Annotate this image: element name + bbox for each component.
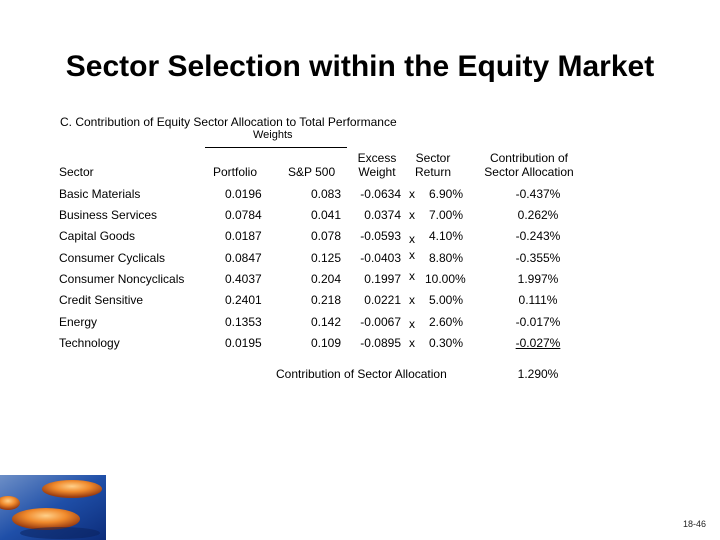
cell-contribution: -0.355% [515,251,561,265]
cell-portfolio: 0.0196 [225,187,262,201]
cell-excess: -0.0403 [360,251,401,265]
cell-times: x [409,248,415,262]
cell-return: 4.10% [428,229,463,243]
cell-contribution: -0.017% [515,315,561,329]
cell-portfolio: 0.2401 [225,293,262,307]
cell-sp500: 0.109 [311,336,342,350]
header-return-line1: Sector [415,151,451,165]
table-row [0,269,720,290]
cell-return: 0.30% [428,336,463,350]
table-row [0,315,720,333]
cell-excess: 0.1997 [364,272,401,286]
cell-excess: -0.0593 [360,229,401,243]
weights-divider [205,147,347,148]
weights-group-label: Weights [253,129,293,141]
cell-portfolio: 0.4037 [225,272,262,286]
cell-times: x [409,269,415,283]
pebble-shape [12,508,80,530]
page-title: Sector Selection within the Equity Market [65,50,655,83]
cell-sector: Business Services [59,208,158,222]
cell-sector: Energy [59,315,98,329]
table-row [0,187,720,205]
table-row [0,248,720,269]
cell-portfolio: 0.0195 [225,336,262,350]
cell-return: 10.00% [425,272,466,286]
table-row [0,293,720,311]
table-subtitle: C. Contribution of Equity Sector Allocation to Total Performance [60,115,397,129]
cell-excess: -0.0895 [360,336,401,350]
cell-sp500: 0.125 [311,251,342,265]
header-excess-line1: Excess [357,151,397,165]
cell-times: x [409,232,415,246]
total-value: 1.290% [517,367,559,381]
cell-contribution: -0.027% [515,336,561,350]
header-excess-line2: Weight [358,165,396,179]
cell-sector: Technology [59,336,120,350]
total-label: Contribution of Sector Allocation [276,367,447,381]
cell-contribution: 0.262% [517,208,559,222]
header-sector-return [411,151,455,179]
header-excess-weight [354,151,400,179]
cell-sp500: 0.078 [311,229,342,243]
table-row [0,229,720,247]
header-sector: Sector [59,165,94,179]
cell-times: x [409,293,415,307]
header-return-line2: Return [414,165,452,179]
header-sp500: S&P 500 [288,165,336,179]
cell-portfolio: 0.0847 [225,251,262,265]
cell-sector: Basic Materials [59,187,141,201]
header-contrib-line2: Sector Allocation [484,165,574,179]
cell-excess: -0.0067 [360,315,401,329]
cell-sp500: 0.142 [311,315,342,329]
decorative-pebbles-image [0,475,106,540]
cell-times: x [409,336,415,350]
cell-excess: 0.0221 [364,293,401,307]
cell-portfolio: 0.1353 [225,315,262,329]
cell-portfolio: 0.0784 [225,208,262,222]
pebble-shape [42,480,102,498]
cell-return: 7.00% [428,208,463,222]
cell-contribution: 1.997% [517,272,559,286]
header-contribution [473,151,585,179]
cell-return: 8.80% [428,251,463,265]
table-row [0,336,720,354]
cell-excess: -0.0634 [360,187,401,201]
cell-sector: Capital Goods [59,229,136,243]
header-contrib-line1: Contribution of [489,151,569,165]
cell-sp500: 0.041 [311,208,342,222]
cell-sector: Credit Sensitive [59,293,144,307]
cell-contribution: -0.243% [515,229,561,243]
cell-sector: Consumer Cyclicals [59,251,166,265]
cell-return: 5.00% [428,293,463,307]
cell-sp500: 0.204 [311,272,342,286]
cell-portfolio: 0.0187 [225,229,262,243]
page-number: 18-46 [682,519,706,529]
table-row [0,208,720,226]
cell-sp500: 0.083 [311,187,342,201]
cell-contribution: -0.437% [515,187,561,201]
cell-return: 2.60% [428,315,463,329]
cell-times: x [409,187,415,201]
cell-times: x [409,208,415,222]
cell-times: x [409,317,415,331]
cell-contribution: 0.111% [518,293,558,307]
cell-excess: 0.0374 [364,208,401,222]
header-portfolio: Portfolio [213,165,258,179]
cell-sector: Consumer Noncyclicals [59,272,185,286]
cell-return: 6.90% [428,187,463,201]
cell-sp500: 0.218 [311,293,342,307]
